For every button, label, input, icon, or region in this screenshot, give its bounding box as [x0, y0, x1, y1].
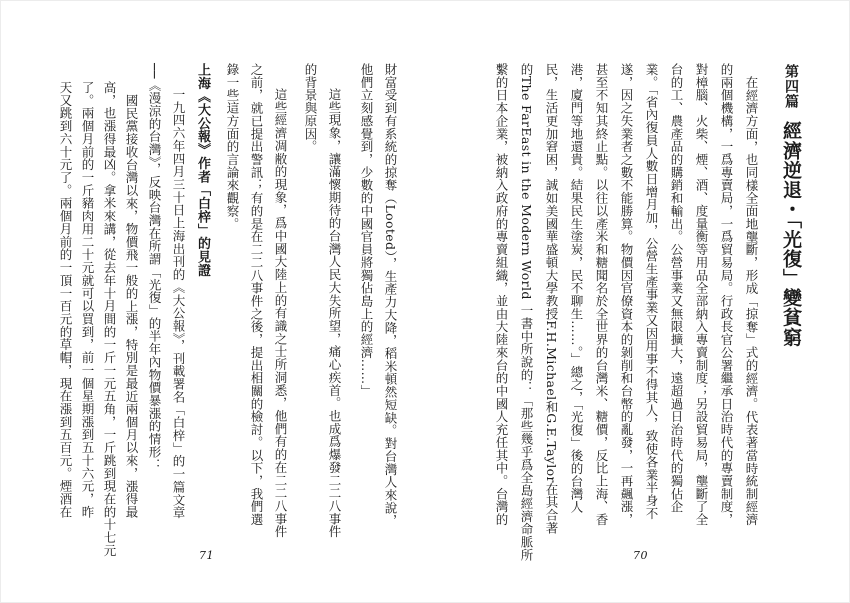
text-column: 錄一些這方面的言論來觀察。	[225, 63, 240, 231]
text-column: 之前，就已提出警訊；有的是在二二八事件之後，提出相關的檢討。以下，我們選	[249, 63, 264, 526]
text-column: 甚至不知其終止點。以往以產米和糖聞名於全世界的台灣米、糖價，反比上海、香	[594, 63, 609, 526]
page-number: 71	[199, 549, 214, 562]
quote-column: 國民黨接收台灣以來，物價飛一般的上漲，特別是最近兩個月以來，漲得最	[124, 93, 139, 518]
text-column: 他們立刻感覺到，少數的中國官員將獨佔島上的經濟……」	[359, 63, 374, 398]
page-71	[1, 1, 426, 603]
quote-column: 高，也漲得最凶。拿米來講，從去年十月間的一斤一元五角，一斤跳到現在的十七元	[102, 81, 117, 557]
text-column: 的兩個機構，一爲專賣局，一爲貿易局。行政長官公署繼承日治時代的專賣制度，	[719, 63, 734, 526]
text-column: 業。「省內復員人數日增月加，公營生產事業又因用事不得其人，致使各業半身不	[644, 63, 659, 520]
text-column: 在經濟方面，也同樣全面地壟斷，形成「掠奪」式的經濟。代表著當時統制經濟	[744, 75, 759, 526]
text-column: 台的工、農產品的購銷和輸出。公營事業又無限擴大，遠超過日治時代的獨佔企	[669, 63, 684, 514]
text-column: 的The FarEast in the Modern World 一書中所說的：「那些幾乎爲全島經濟命脈所	[519, 63, 534, 562]
quote-column: 了。兩個月前的一斤豬肉用二十元就可以買到，前一個星期漲到五十六元，昨	[80, 81, 95, 519]
chapter-title: 經濟逆退・「光復」變貧窮	[780, 121, 802, 347]
page-number: 70	[633, 549, 648, 562]
text-column: 財富受到有系統的掠奪（Looted），生產力大降，稻米頓然短缺。對台灣人來說，	[383, 63, 398, 528]
text-column: 的背景與原因。	[303, 63, 318, 154]
text-column: 民，生活更加窘困，誠如美國華盛頓大學教授F.H.Michael和G.E.Taylor在其合著	[544, 63, 559, 535]
text-column: ──《漫涼的台灣》，反映台灣在所謂「光復」的半年內物價暴漲的情形：	[147, 63, 162, 472]
text-column: 繫的日本企業，被納入政府的專賣組織，並由大陸來台的中國人充任其中。台灣的	[494, 63, 509, 526]
page-70	[426, 1, 850, 603]
text-column: 遂，因之失業者之數不能勝算。物價因官僚資本的剝削和台幣的亂發，一再飆漲，	[619, 63, 634, 526]
text-column: 這些經濟凋敝的現象，爲中國大陸上的有識之士所洞悉，他們有的在二二八事件	[273, 88, 288, 539]
text-column: 這些現象，讓滿懷期待的台灣人民大失所望，痛心疾首。也成爲爆發二二八事件	[327, 88, 342, 539]
text-column: 一九四六年四月三十日上海出刊的《大公報》，刊載署名「白梓」的一篇文章	[171, 88, 186, 519]
quote-column: 天又跳到六十元了。兩個月前的一頂一百元的草帽，現在漲到五百元。煙酒在	[58, 81, 73, 519]
chapter-label: 第四篇	[783, 64, 799, 109]
text-column: 對樟腦、火柴、煙、酒、度量衡等用品全部納入專賣制度；另設貿易局，壟斷了全	[694, 63, 709, 526]
text-column: 港，廈門等地還貴。結果民生塗炭，民不聊生……。」總之，「光復」後的台灣人	[569, 63, 584, 514]
section-heading: 上海《大公報》作者「白梓」的見證	[195, 63, 210, 277]
